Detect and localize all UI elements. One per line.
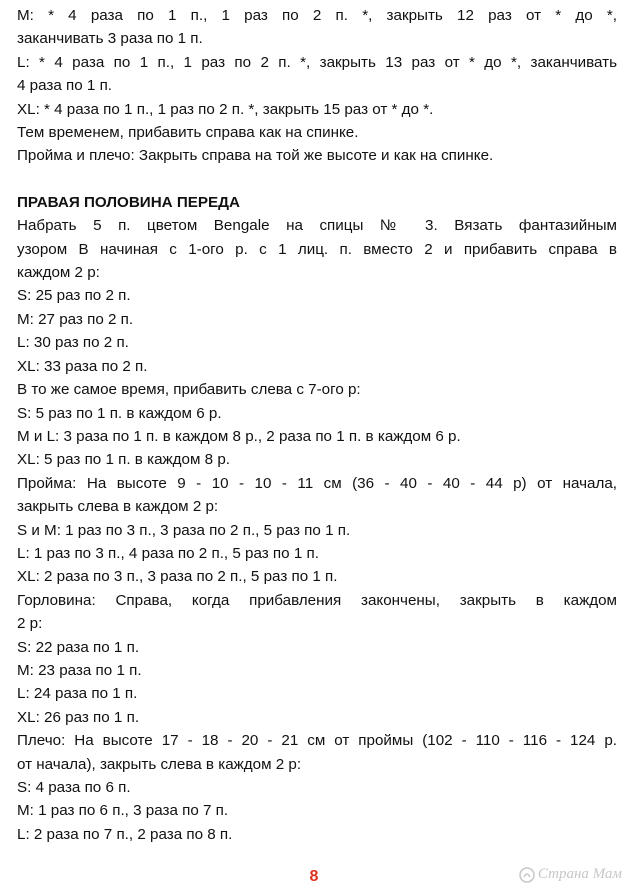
paragraph-gap <box>17 168 617 191</box>
text-line: M: * 4 раза по 1 п., 1 раз по 2 п. *, закрыть 12 раз от * до *, <box>17 7 617 24</box>
text-line: Плечо: На высоте 17 - 18 - 20 - 21 см от проймы (102 - 110 - 116 - 124 р. <box>17 732 617 750</box>
text-line: L: 1 раз по 3 п., 4 раза по 2 п., 5 раз по 1 п. <box>17 544 319 562</box>
section-heading: ПРАВАЯ ПОЛОВИНА ПЕРЕДА <box>17 193 240 211</box>
text-line: XL: 2 раза по 3 п., 3 раза по 2 п., 5 раз по 1 п. <box>17 568 338 586</box>
text-line: XL: * 4 раза по 1 п., 1 раз по 2 п. *, закрыть 15 раз от * до *. <box>17 100 434 118</box>
text-line: XL: 33 раза по 2 п. <box>17 357 148 375</box>
watermark-logo-icon <box>519 867 535 883</box>
text-line: Набрать 5 п. цветом Bengale на спицы № 3. Вязать фантазийным <box>17 217 617 235</box>
section-body-text <box>17 214 617 846</box>
previous-section-text <box>17 4 617 168</box>
page-number: 8 <box>309 868 319 885</box>
text-line: M: 27 раз по 2 п. <box>17 310 134 328</box>
text-line: M: 1 раз по 6 п., 3 раза по 7 п. <box>17 802 229 820</box>
watermark <box>519 866 622 883</box>
text-line: узором B начиная с 1-ого р. с 1 лиц. п. вместо 2 и прибавить справа в <box>17 240 617 258</box>
text-line: закрыть слева в каждом 2 р: <box>17 498 219 516</box>
text-line: S: 22 раза по 1 п. <box>17 638 140 656</box>
text-line: от начала), закрыть слева в каждом 2 р: <box>17 755 302 773</box>
text-line: S: 5 раз по 1 п. в каждом 6 р. <box>17 404 222 422</box>
text-line: S: 4 раза по 6 п. <box>17 779 131 796</box>
text-line: S: 25 раз по 2 п. <box>17 287 131 305</box>
text-line: каждом 2 р: <box>17 264 100 282</box>
text-line: L: * 4 раза по 1 п., 1 раз по 2 п. *, закрыть 13 раз от * до *, заканчивать <box>17 53 617 71</box>
watermark-text: Страна Мам <box>537 866 622 882</box>
text-line: 2 р: <box>17 615 43 633</box>
document-page <box>17 4 617 846</box>
text-line: XL: 26 раз по 1 п. <box>17 708 140 726</box>
text-line: заканчивать 3 раза по 1 п. <box>17 30 203 48</box>
text-line: В то же самое время, прибавить слева с 7-ого р: <box>17 381 361 399</box>
text-line: Тем временем, прибавить справа как на спинке. <box>17 124 359 142</box>
text-line: XL: 5 раз по 1 п. в каждом 8 р. <box>17 451 230 469</box>
text-line: L: 24 раза по 1 п. <box>17 685 138 703</box>
text-line: Горловина: Справа, когда прибавления закончены, закрыть в каждом <box>17 591 617 609</box>
text-line: Пройма и плечо: Закрыть справа на той же высоте и как на спинке. <box>17 147 494 165</box>
text-line: L: 2 раза по 7 п., 2 раза по 8 п. <box>17 825 233 843</box>
text-line: S и M: 1 раз по 3 п., 3 раза по 2 п., 5 раз по 1 п. <box>17 521 351 539</box>
text-line: L: 30 раз по 2 п. <box>17 334 129 352</box>
text-line: 4 раза по 1 п. <box>17 77 113 95</box>
text-line: Пройма: На высоте 9 - 10 - 10 - 11 см (36 - 40 - 40 - 44 р) от начала, <box>17 474 617 492</box>
text-line: M и L: 3 раза по 1 п. в каждом 8 р., 2 раза по 1 п. в каждом 6 р. <box>17 427 461 445</box>
text-line: M: 23 раза по 1 п. <box>17 661 142 679</box>
